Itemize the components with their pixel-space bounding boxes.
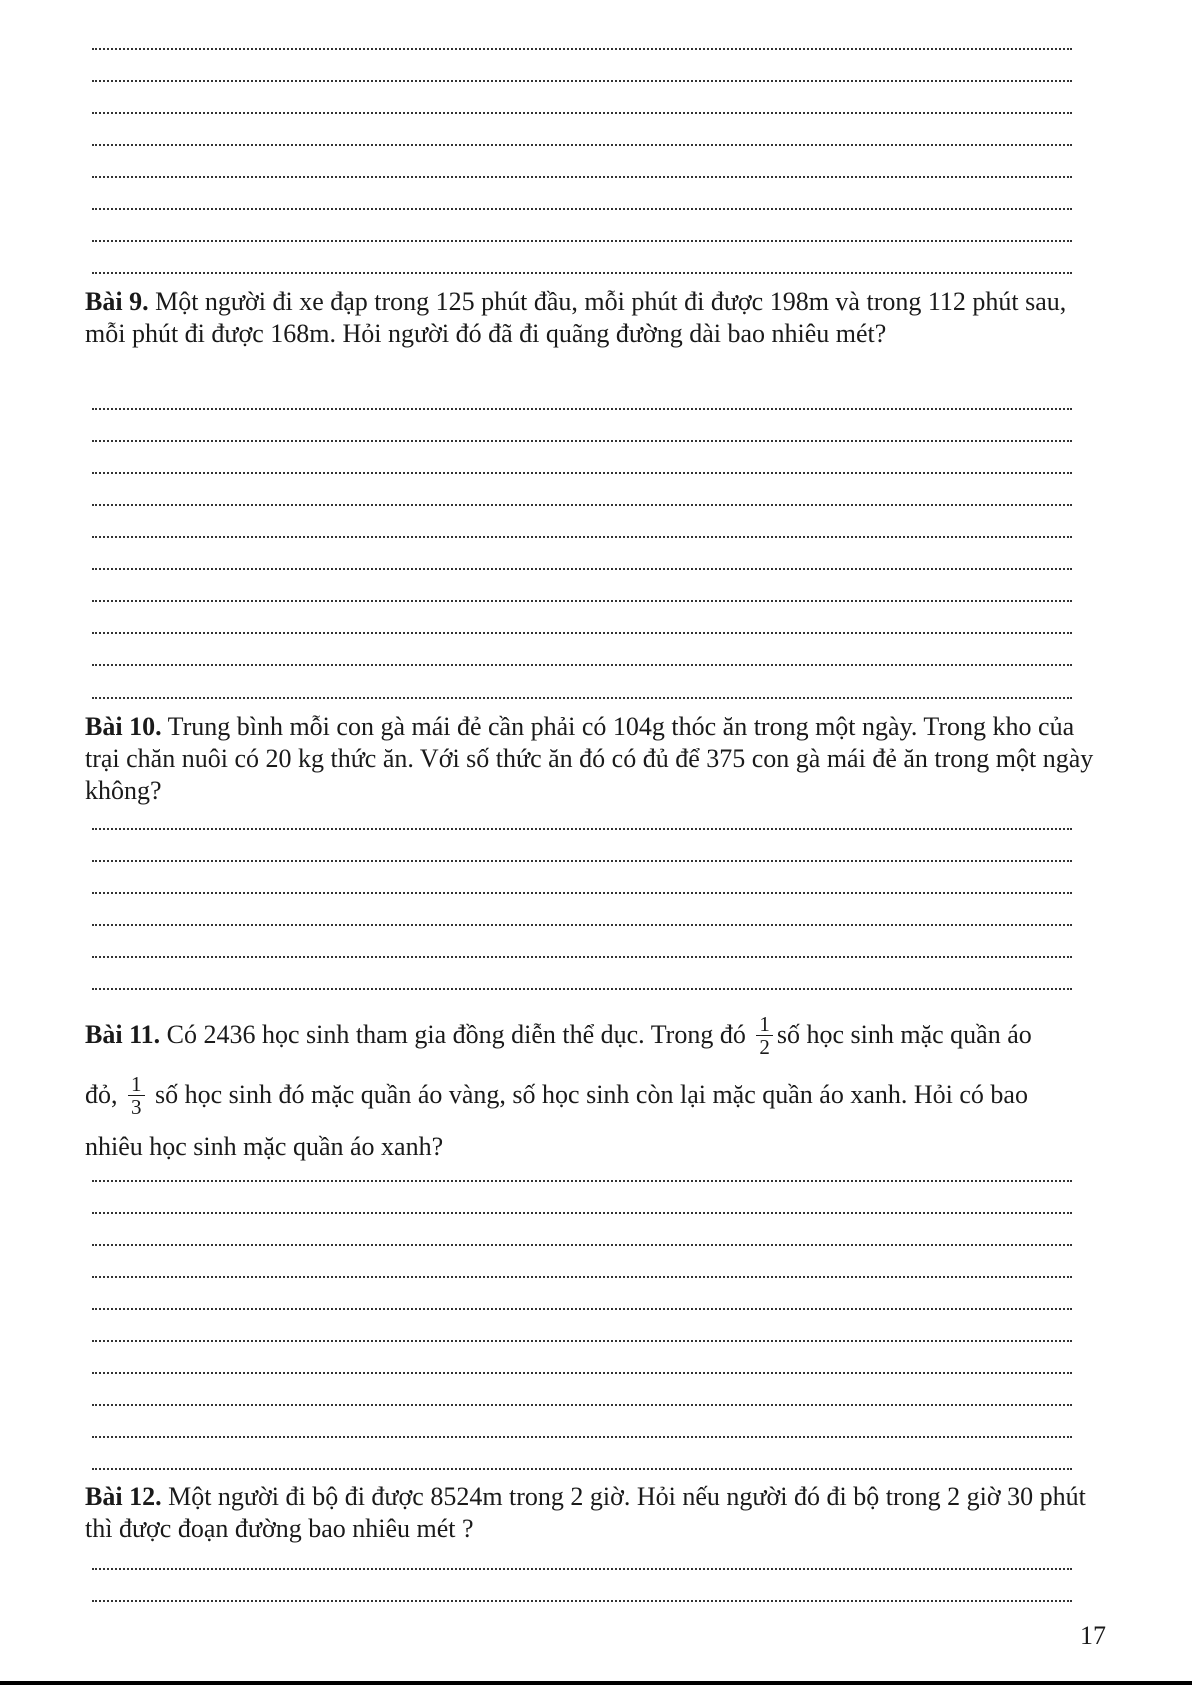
answer-line — [92, 988, 1072, 990]
answer-line — [92, 568, 1072, 570]
fraction-one-third: $\frac{1}{3}$ — [128, 1073, 145, 1118]
answer-line — [92, 1468, 1072, 1470]
problem-label: Bài 9. — [85, 287, 149, 316]
answer-line — [92, 176, 1072, 178]
problem-text: Trung bình mỗi con gà mái đẻ cần phải có 104g thóc ăn trong một ngày. Trong kho của trại chăn nuôi có 20 kg thức ăn. Với số thức ăn đó có đủ để 375 con gà mái đẻ ăn trong một ngày không? — [85, 712, 1094, 805]
answer-line — [92, 1568, 1072, 1570]
answer-line — [92, 860, 1072, 862]
problem-text: số học sinh mặc quần áo — [776, 1020, 1032, 1049]
answer-line — [92, 600, 1072, 602]
answer-line — [92, 828, 1072, 830]
answer-line — [92, 240, 1072, 242]
problem-label: Bài 11. — [85, 1020, 161, 1049]
problem-label: Bài 10. — [85, 712, 162, 741]
answer-line — [92, 536, 1072, 538]
answer-line — [92, 632, 1072, 634]
problem-9 — [85, 286, 1110, 350]
answer-line — [92, 1244, 1072, 1246]
answer-line — [92, 1404, 1072, 1406]
answer-line — [92, 924, 1072, 926]
answer-line — [92, 472, 1072, 474]
problem-text: nhiêu học sinh mặc quần áo xanh? — [85, 1132, 444, 1161]
answer-line — [92, 956, 1072, 958]
problem-text: đỏ, — [85, 1080, 124, 1109]
answer-line — [92, 1212, 1072, 1214]
answer-line — [92, 1372, 1072, 1374]
answer-line — [92, 112, 1072, 114]
answer-line — [92, 664, 1072, 666]
answer-line — [92, 440, 1072, 442]
problem-12 — [85, 1481, 1110, 1545]
problem-text: Có 2436 học sinh tham gia đồng diễn thể dục. Trong đó — [160, 1020, 753, 1049]
bottom-border — [0, 1681, 1192, 1685]
answer-line — [92, 144, 1072, 146]
answer-line — [92, 1276, 1072, 1278]
answer-line — [92, 892, 1072, 894]
fraction-one-half: $\frac{1}{2}$ — [756, 1013, 773, 1058]
problem-label: Bài 12. — [85, 1482, 162, 1511]
answer-line — [92, 408, 1072, 410]
answer-line — [92, 48, 1072, 50]
answer-line — [92, 208, 1072, 210]
answer-line — [92, 1340, 1072, 1342]
problem-10 — [85, 711, 1110, 807]
answer-line — [92, 1180, 1072, 1182]
answer-line — [92, 1308, 1072, 1310]
answer-line — [92, 1436, 1072, 1438]
problem-text: Một người đi xe đạp trong 125 phút đầu, mỗi phút đi được 198m và trong 112 phút sau, mỗi phút đi được 168m. Hỏi người đó đã đi quãng đường dài bao nhiêu mét? — [85, 287, 1067, 348]
answer-line — [92, 272, 1072, 274]
page-number: 17 — [1080, 1621, 1106, 1650]
answer-line — [92, 697, 1072, 699]
answer-line — [92, 80, 1072, 82]
problem-11 — [85, 1005, 1110, 1169]
problem-text: số học sinh đó mặc quần áo vàng, số học sinh còn lại mặc quần áo xanh. Hỏi có bao — [148, 1080, 1028, 1109]
answer-line — [92, 504, 1072, 506]
answer-line — [92, 1600, 1072, 1602]
problem-text: Một người đi bộ đi được 8524m trong 2 giờ. Hỏi nếu người đó đi bộ trong 2 giờ 30 phút thì được đoạn đường bao nhiêu mét ? — [85, 1482, 1086, 1543]
